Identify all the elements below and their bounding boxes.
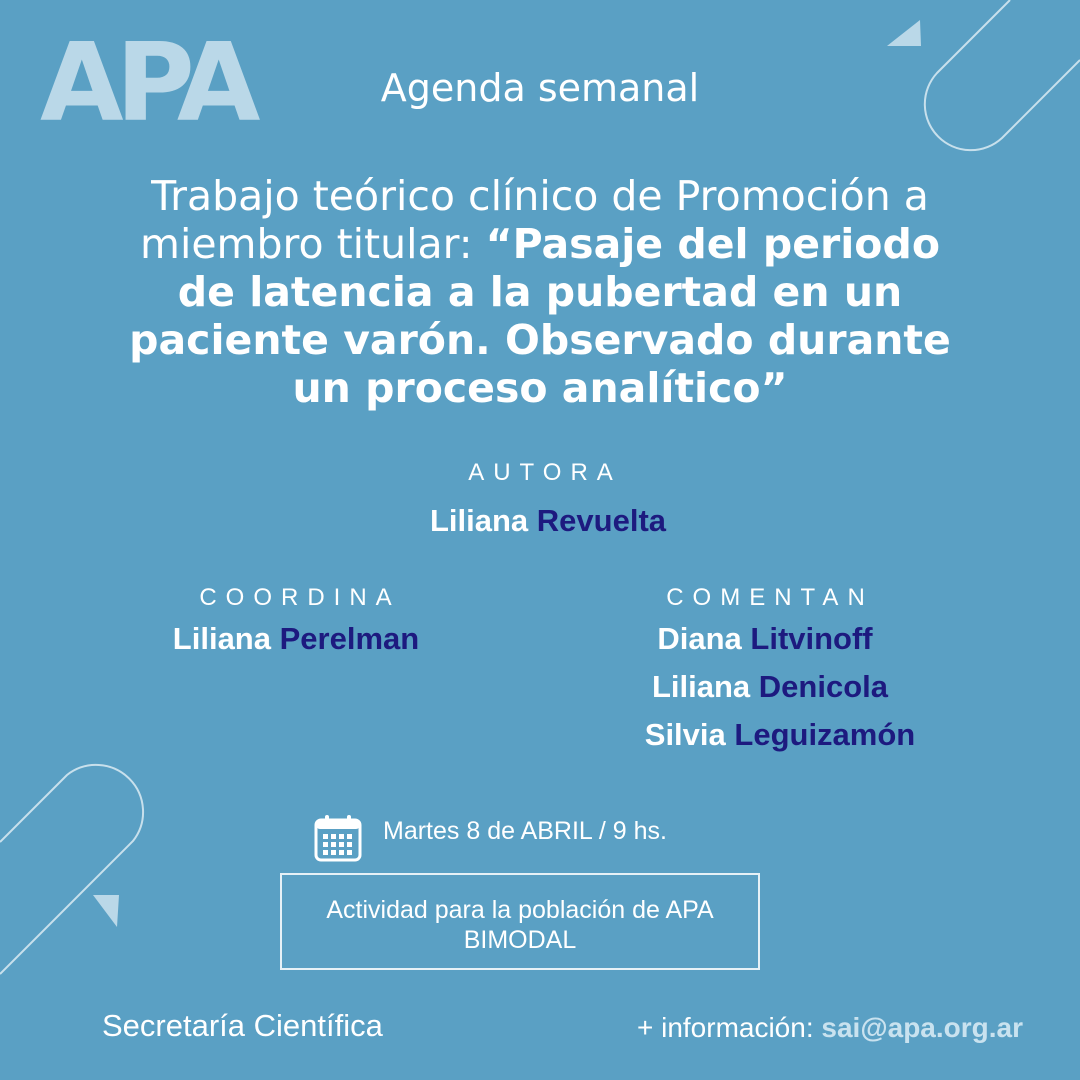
triangle-shape-top (887, 20, 921, 46)
coordinator-first-name: Liliana (172, 621, 271, 656)
apa-logo: APA (40, 21, 253, 146)
triangle-shape-bottom (93, 895, 119, 927)
coordinator-role-label: COORDINA (199, 584, 401, 611)
activity-notice-box (280, 873, 760, 970)
author-role-label: AUTORA (468, 459, 622, 486)
calendar-icon (314, 814, 362, 862)
commentator-first-name: Diana (657, 621, 742, 656)
author-name (0, 503, 1080, 539)
notice-line-2: BIMODAL (463, 926, 577, 954)
commentator-first-name: Silvia (644, 717, 726, 752)
coordinator-last-name: Perelman (279, 621, 420, 656)
author-last-name: Revuelta (536, 503, 667, 538)
commentator-name (640, 669, 900, 705)
event-date: Martes 8 de ABRIL / 9 hs. (383, 817, 667, 845)
curved-line-bottom (0, 765, 143, 974)
info-label: + información: (636, 1012, 822, 1043)
commentator-name (640, 621, 890, 657)
title-prefix: Trabajo teórico clínico de Promoción a miembro titular: (140, 172, 929, 268)
commentator-name (640, 717, 920, 753)
commentator-last-name: Denicola (758, 669, 889, 704)
author-first-name: Liliana (429, 503, 529, 538)
page-title (110, 172, 970, 412)
commentator-last-name: Leguizamón (734, 717, 916, 752)
commentator-last-name: Litvinoff (750, 621, 873, 656)
notice-line-1: Actividad para la población de APA (326, 896, 714, 924)
email-link[interactable]: sai@apa.org.ar (821, 1012, 1023, 1043)
secretaria-label: Secretaría Científica (102, 1008, 383, 1043)
info-contact (637, 1012, 1023, 1044)
coordinator-name (170, 621, 422, 657)
agenda-label: Agenda semanal (380, 66, 700, 110)
commentators-role-label: COMENTAN (666, 584, 874, 611)
commentator-first-name: Liliana (651, 669, 751, 704)
title-highlight: “Pasaje del periodo de latencia a la pubertad en un paciente varón. Observado durante un proceso analítico” (129, 220, 951, 412)
